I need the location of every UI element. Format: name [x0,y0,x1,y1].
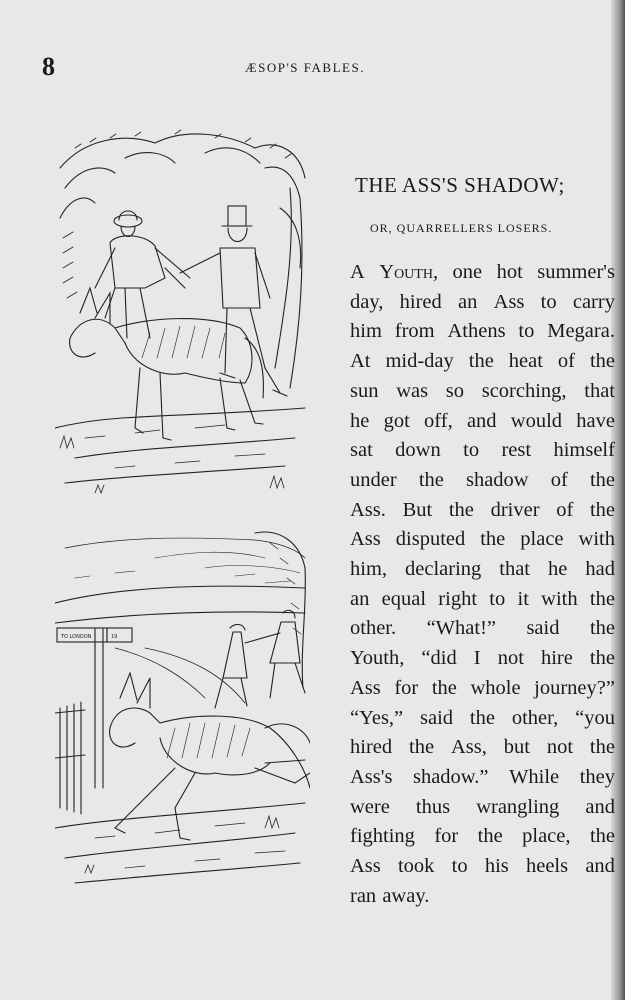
fable-word: place [520,528,564,551]
fable-word: day, [350,290,384,313]
fable-word: not [497,647,524,670]
fable-line [350,822,615,852]
fable-word: heels [525,855,569,878]
fable-word: not [546,736,574,759]
fable-word: shadow.” [412,765,489,788]
fable-word: an [458,290,478,313]
fable-word: for [394,676,419,699]
signpost-distance: 19 [111,634,118,640]
fable-word: sat [350,439,373,462]
fable-text [350,258,615,911]
fable-line [350,555,615,585]
fable-word: whole [470,676,521,699]
fable-word: the [589,587,615,610]
fable-word: hired [399,290,442,313]
fable-word: “What!” [426,617,496,640]
fable-word: hire [540,647,573,670]
fable-word: the [468,350,494,373]
fable-word: from [394,320,435,343]
fable-word: the [589,498,615,521]
fable-word: Ass. [350,498,386,521]
fable-word: with [541,587,578,610]
fable-word: that [584,379,615,402]
fable-word: of [556,498,574,521]
fable-word: the [589,350,615,373]
fable-word: the [431,676,457,699]
fable-word: to [540,290,557,313]
fable-word: off, [424,409,453,432]
fable-line [350,466,615,496]
fable-word: were [350,795,390,818]
fable-word: away. [382,884,430,907]
engraving-runaway [55,528,310,898]
fable-word: equal [381,587,427,610]
fable-word: disputed [395,528,466,551]
fable-word: Youth, [350,647,405,670]
fable-word: Ass [493,290,525,313]
fable-word: said [420,706,454,729]
fable-word: Ass's [350,765,393,788]
fable-line [350,525,615,555]
fable-line [350,614,615,644]
fable-word: to [451,855,468,878]
fable-word: and [466,409,497,432]
fable-line [350,793,615,823]
fable-word: his [484,855,509,878]
fable-word: sun [350,379,379,402]
fable-word: he [548,558,568,581]
fable-word: an [350,587,370,610]
fable-word: “Yes,” [350,706,404,729]
fable-word: the [589,617,615,640]
fable-line [350,496,615,526]
fable-word: himself [553,439,615,462]
fable-word: place, [522,825,571,848]
fable-line [350,704,615,734]
fable-word: to [518,320,535,343]
fable-word: driver [490,498,540,521]
fable-word: I [473,647,481,670]
fable-word: other. [350,617,397,640]
fable-word: wrangling [476,795,560,818]
fable-word: scorching, [481,379,567,402]
fable-word: to [463,439,480,462]
fable-word: so [445,379,465,402]
fable-word: “you [575,706,615,729]
fable-word: heat [508,350,543,373]
fable-word: rest [501,439,532,462]
fable-word: mid-day [385,350,454,373]
fable-word: carry [572,290,615,313]
fable-word: thus [415,795,451,818]
fable-word: but [503,736,530,759]
fable-word: down [395,439,441,462]
fable-word: was [396,379,429,402]
fable-word: said [526,617,560,640]
fable-word: got [383,409,410,432]
fable-word: “did [421,647,457,670]
illustration-quarrel [55,128,310,508]
fable-word: the [448,498,474,521]
fable-line [350,407,615,437]
fable-line [350,258,615,288]
fable-word: But [402,498,433,521]
fable-word: the [589,647,615,670]
fable-line [350,882,615,912]
fable-word: the [409,736,435,759]
fable-word: Youth, [379,261,439,283]
fable-word: him [350,320,382,343]
fable-word: they [579,765,615,788]
fable-word: the [589,736,615,759]
fable-word: to [489,587,506,610]
fable-line [350,317,615,347]
fable-line [350,347,615,377]
fable-word: the [480,528,506,551]
fable-word: Megara. [547,320,615,343]
fable-word: had [585,558,615,581]
running-title: ÆSOP'S FABLES. [245,60,365,75]
fable-word: have [576,409,615,432]
fable-line [350,288,615,318]
fable-word: Ass [350,528,381,551]
fable-line [350,763,615,793]
fable-line [350,644,615,674]
illustration-ass-runs-away [55,528,310,898]
fable-title: THE ASS'S SHADOW; [355,173,565,197]
fable-word: ran [350,884,377,907]
fable-word: hired [350,736,393,759]
fable-word: the [469,706,495,729]
fable-line [350,733,615,763]
fable-word: journey?” [534,676,615,699]
fable-word: for [434,825,459,848]
fable-word: Ass [350,676,381,699]
fable-line [350,852,615,882]
fable-word: fighting [350,825,415,848]
fable-word: would [510,409,563,432]
fable-word: that [499,558,531,581]
fable-word: the [418,468,444,491]
fable-word: other, [511,706,559,729]
fable-word: of [557,350,575,373]
fable-word: took [397,855,435,878]
fable-word: hot [496,261,523,283]
fable-line [350,377,615,407]
fable-word: right [438,587,478,610]
fable-word: of [550,468,568,491]
fable-word: he [350,409,370,432]
fable-word: with [578,528,615,551]
fable-word: the [589,468,615,491]
fable-word: the [589,825,615,848]
fable-word: one [452,261,483,283]
fable-word: him, [350,558,388,581]
fable-line [350,436,615,466]
fable-line [350,674,615,704]
fable-word: Ass [350,855,381,878]
fable-word: declaring [405,558,482,581]
fable-subtitle: OR, QUARRELLERS LOSERS. [370,221,553,235]
engraving-quarrel [55,128,310,508]
fable-word: Athens [447,320,506,343]
page-number: 8 [42,52,55,81]
fable-word: shadow [465,468,529,491]
fable-word: it [517,587,529,610]
fable-word: Ass, [450,736,487,759]
fable-word: A [350,261,365,283]
fable-word: summer's [537,261,615,283]
signpost-label: TO LONDON [61,634,92,640]
fable-word: and [585,795,615,818]
fable-word: under [350,468,397,491]
fable-word: While [509,765,560,788]
fable-word: At [350,350,371,373]
fable-word: and [585,855,615,878]
fable-line [350,585,615,615]
fable-word: the [477,825,503,848]
